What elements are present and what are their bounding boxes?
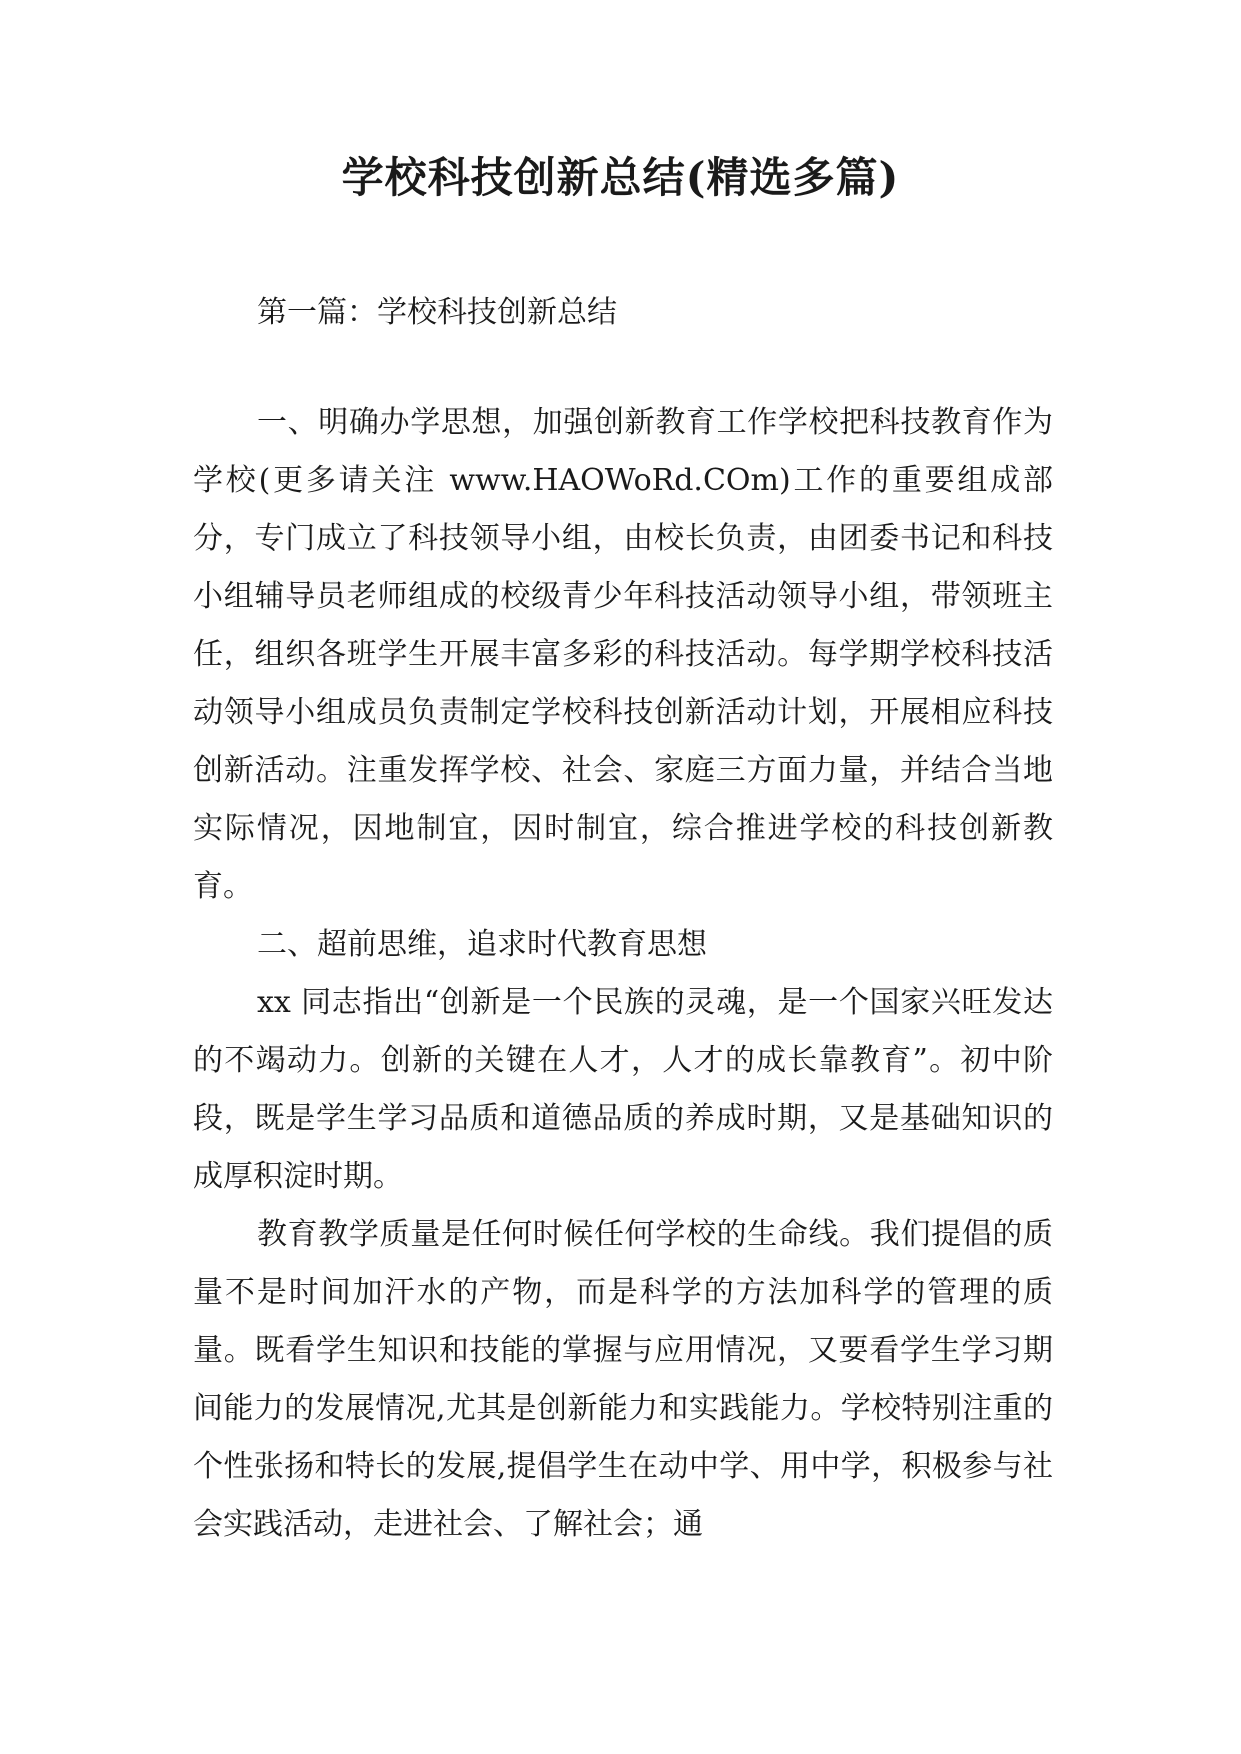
section-heading: 第一篇：学校科技创新总结 [257,295,617,330]
document-body [193,284,1053,1554]
paragraph-2: 二、超前思维，追求时代教育思想 [257,927,707,962]
paragraph-1: 一、明确办学思想，加强创新教育工作学校把科技教育作为学校(更多请关注 www.HAOWoRd.COm)工作的重要组成部分，专门成立了科技领导小组，由校长负责，由团委书记和科技小组辅导员老师组成的校级青少年科技活动领导小组，带领班主任，组织各班学生开展丰富多彩的科技活动。每学期学校科技活动领导小组成员负责制定学校科技创新活动计划，开展相应科技创新活动。注重发挥学校、社会、家庭三方面力量，并结合当地实际情况，因地制宜，因时制宜，综合推进学校的科技创新教育。 [193,405,1053,904]
paragraph-4: 教育教学质量是任何时候任何学校的生命线。我们提倡的质量不是时间加汗水的产物，而是科学的方法加科学的管理的质量。既看学生知识和技能的掌握与应用情况，又要看学生学习期间能力的发展情况,尤其是创新能力和实践能力。学校特别注重的个性张扬和特长的发展,提倡学生在动中学、用中学，积极参与社会实践活动，走进社会、了解社会；通 [193,1217,1053,1542]
document-title: 学校科技创新总结(精选多篇) [341,153,900,202]
paragraph-3: xx 同志指出“创新是一个民族的灵魂，是一个国家兴旺发达的不竭动力。创新的关键在人才，人才的成长靠教育”。初中阶段，既是学生学习品质和道德品质的养成时期，又是基础知识的成厚积淀时期。 [193,985,1053,1194]
